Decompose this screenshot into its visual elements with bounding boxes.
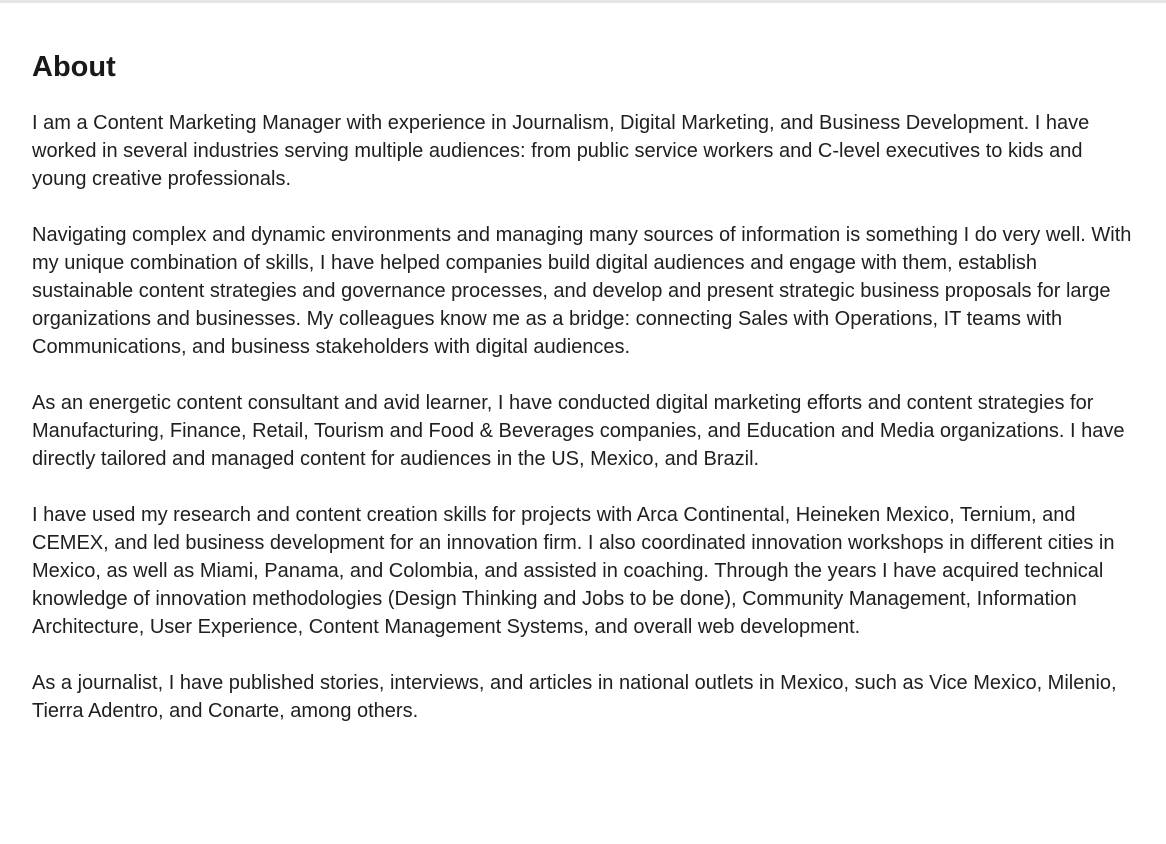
about-title: About (32, 51, 116, 83)
about-paragraph-experience: I am a Content Marketing Manager with experience in Journalism, Digital Marketing, and Business Development. I have worked in several industries serving multiple audiences: from public service workers and C-level executives to kids and young creative professionals. (32, 112, 1090, 190)
about-paragraph-projects: I have used my research and content creation skills for projects with Arca Continental, Heineken Mexico, Ternium, and CEMEX, and led business development for an innovation firm. I also coordinated innovation workshops in different cities in Mexico, as well as Miami, Panama, and Colombia, and assisted in coaching. Through the years I have acquired technical knowledge of innovation methodologies (Design Thinking and Jobs to be done), Community Management, Information Architecture, User Experience, Content Management Systems, and overall web development. (32, 504, 1115, 638)
about-section (0, 3, 1166, 844)
about-paragraph-skills: Navigating complex and dynamic environments and managing many sources of information is something I do very well. With my unique combination of skills, I have helped companies build digital audiences and engage with them, establish sustainable content strategies and governance processes, and develop and present strategic business proposals for large organizations and businesses. My colleagues know me as a bridge: connecting Sales with Operations, IT teams with Communications, and business stakeholders with digital audiences. (32, 224, 1132, 358)
about-paragraph-industries: As an energetic content consultant and avid learner, I have conducted digital marketing efforts and content strategies for Manufacturing, Finance, Retail, Tourism and Food & Beverages companies, and Education and Media organizations. I have directly tailored and managed content for audiences in the US, Mexico, and Brazil. (32, 392, 1125, 470)
about-paragraph-journalism: As a journalist, I have published stories, interviews, and articles in national outlets in Mexico, such as Vice Mexico, Milenio, Tierra Adentro, and Conarte, among others. (32, 672, 1117, 722)
about-body (32, 109, 1142, 725)
